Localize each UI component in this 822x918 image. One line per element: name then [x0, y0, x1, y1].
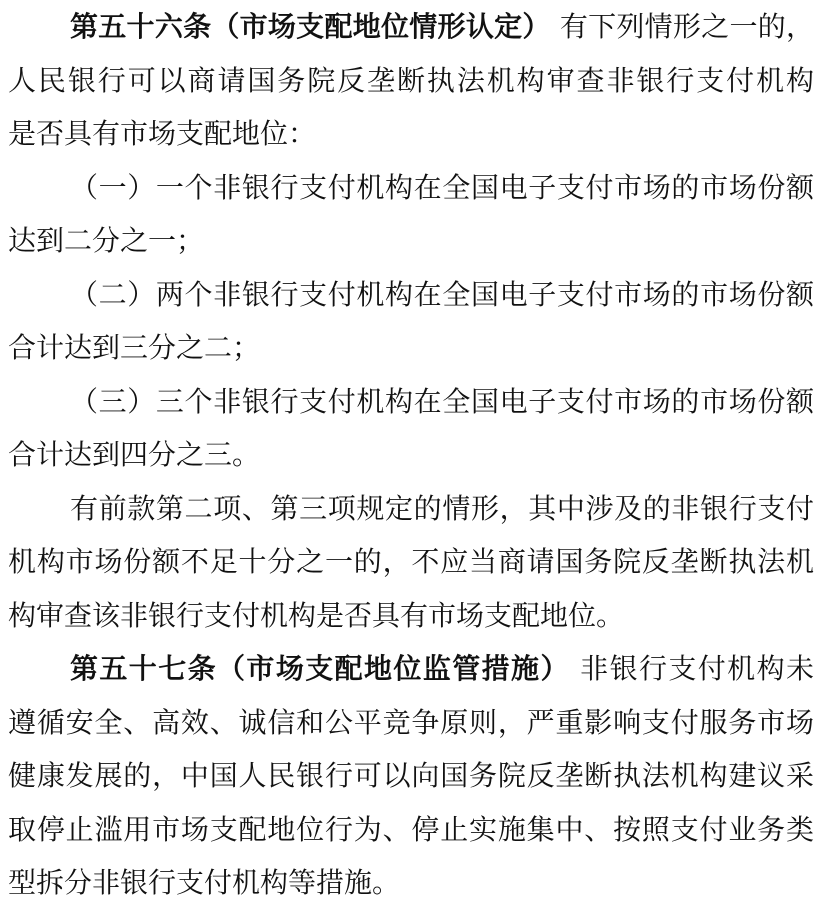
note-line: 有前款第二项、第三项规定的情形，其中涉及的非银行支付: [70, 491, 814, 525]
item-1-line: （一）一个非银行支付机构在全国电子支付市场的市场份额: [70, 170, 814, 204]
text-line: 健康发展的，中国人民银行可以向国务院反垄断执法机构建议采: [8, 759, 814, 792]
text-line: 人民银行可以商请国务院反垄断执法机构审查非银行支付机构: [8, 63, 814, 97]
article-56-first-line: 第五十六条（市场支配地位情形认定） 有下列情形之一的，: [70, 10, 814, 43]
item-2-line: （二）两个非银行支付机构在全国电子支付市场的市场份额: [70, 277, 814, 311]
article-56-heading: 第五十六条（市场支配地位情形认定）: [70, 10, 551, 43]
item-3-line: （三）三个非银行支付机构在全国电子支付市场的市场份额: [70, 384, 814, 418]
text-line: 遵循安全、高效、诚信和公平竞争原则，严重影响支付服务市场: [8, 705, 814, 739]
article-57-first-line: 第五十七条（市场支配地位监管措施） 非银行支付机构未: [70, 652, 814, 685]
note-line: 机构市场份额不足十分之一的，不应当商请国务院反垄断执法机: [8, 545, 814, 578]
note-line: 构审查该非银行支付机构是否具有市场支配地位。: [8, 598, 625, 632]
text-line: 是否具有市场支配地位：: [8, 117, 317, 150]
item-2-line: 合计达到三分之二；: [8, 331, 261, 364]
text-line: 型拆分非银行支付机构等措施。: [8, 866, 401, 899]
item-3-line: 合计达到四分之三。: [8, 438, 261, 471]
item-1-line: 达到二分之一；: [8, 224, 205, 257]
article-57-heading: 第五十七条（市场支配地位监管措施）: [70, 652, 570, 685]
text-line: 取停止滥用市场支配地位行为、停止实施集中、按照支付业务类: [8, 812, 814, 846]
